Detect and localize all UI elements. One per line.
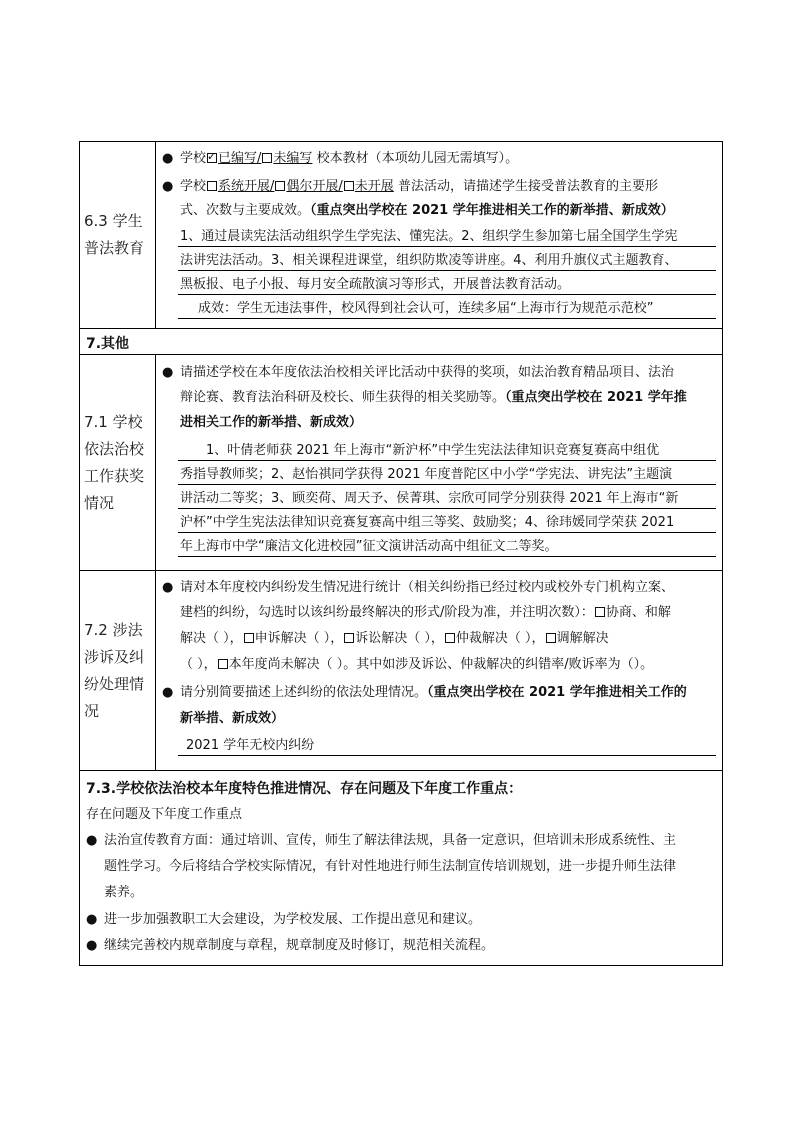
opt-tiaojie-count: （ ），	[180, 657, 217, 672]
item2-line2-normal: 式、次数与主要成效。	[180, 203, 311, 218]
item2-opt1: 系统开展/	[218, 179, 275, 194]
underline	[178, 484, 716, 485]
checkbox-icon[interactable]	[445, 633, 455, 643]
describe-prompt-line-2: 新举措、新成效）	[180, 711, 285, 726]
row-7-1	[79, 354, 723, 570]
checkbox-icon[interactable]	[546, 633, 556, 643]
opt-susong: 诉讼解决（ ），	[355, 631, 444, 646]
checkbox-icon[interactable]	[244, 633, 254, 643]
answer-line: 年上海市中学“廉洁文化进校园”征文演讲活动高中组征文二等奖。	[180, 539, 558, 554]
item2-line1	[180, 179, 658, 195]
row-7-3-bullet-1-line-1: 法治宣传教育方面：通过培训、宣传，师生了解法律法规，具备一定意识，但培训未形成系统性、主	[104, 833, 677, 848]
item1-opt2: 未编写	[273, 151, 313, 166]
section-7-header-row	[79, 328, 723, 354]
answer-line: 秀指导教师奖；2、赵怡祺同学获得 2021 年度普陀区中小学“学宪法、讲宪法”主题演	[180, 467, 673, 482]
row-6-3	[79, 141, 723, 328]
stats-prompt-line-1: 请对本年度校内纠纷发生情况进行统计（相关纠纷指已经过校内或校外专门机构立案、	[180, 580, 675, 595]
row-7-3-bullet-1-line-3: 素养。	[104, 885, 144, 900]
checkbox-icon[interactable]	[344, 633, 354, 643]
answer-line: 法讲宪法活动。3、相关课程进课堂，组织防欺凌等讲座。4、利用升旗仪式主题教育、	[180, 253, 678, 268]
row-7-2	[79, 570, 723, 770]
row-6-3-label: 6.3 学生普法教育	[84, 212, 145, 257]
row-7-1-label: 7.1 学校依法治校工作获奖情况	[84, 412, 145, 512]
checkbox-checked-icon[interactable]	[207, 153, 217, 163]
item1-line	[180, 151, 518, 167]
checkbox-icon[interactable]	[262, 153, 272, 163]
bullet-icon: ●	[86, 938, 98, 953]
underline	[178, 246, 716, 247]
bullet-icon: ●	[162, 365, 174, 380]
describe-prompt-line-1	[180, 685, 687, 701]
section-7-title: 7.其他	[86, 336, 130, 352]
underline	[178, 755, 716, 756]
opt-shensu: 申诉解决（ ），	[254, 631, 344, 646]
answer-line: 黑板报、电子小报、每月安全疏散演习等形式，开展普法教育活动。	[180, 277, 571, 292]
prompt-line-2-normal: 辩论赛、教育法治科研及校长、师生获得的相关奖励等。	[180, 390, 506, 405]
opt-tiaojie: 调解解决	[556, 631, 609, 646]
opt-unresolved: 本年度尚未解决（ ）。其中如涉及诉讼、仲裁解决的纠错率/败诉率为（）。	[228, 657, 654, 672]
prompt-line-2-bold: （重点突出学校在 2021 学年推	[505, 390, 687, 405]
underline	[178, 556, 716, 557]
item2-prefix: 学校	[180, 179, 207, 194]
opt-jiejue: 解决（ ），	[180, 631, 243, 646]
underline	[178, 532, 716, 533]
row-7-3-bullet-2: 进一步加强教职工大会建设，为学校发展、工作提出意见和建议。	[104, 912, 482, 927]
row-7-3	[79, 770, 723, 966]
row-7-1-label-cell	[80, 355, 156, 570]
stats-prompt-line-2-text: 建档的纠纷，勾选时以该纠纷最终解决的形式/阶段为准，并注明次数）：	[180, 605, 594, 620]
item2-suffix: 普法活动，请描述学生接受普法教育的主要形	[397, 179, 658, 194]
checkbox-icon[interactable]	[595, 607, 605, 617]
row-7-3-title: 7.3.学校依法治校本年度特色推进情况、存在问题及下年度工作重点：	[86, 781, 523, 797]
prompt-line-1: 请描述学校在本年度依法治校相关评比活动中获得的奖项，如法治教育精品项目、法治	[180, 365, 675, 380]
underline	[178, 318, 716, 319]
stats-line-3	[180, 631, 609, 647]
underline	[178, 270, 716, 271]
bullet-icon: ●	[162, 685, 174, 700]
row-6-3-content	[156, 142, 722, 328]
bullet-icon: ●	[162, 580, 174, 595]
row-7-3-bullet-1-line-2: 题性学习。今后将结合学校实际情况，有针对性地进行师生法制宣传培训规划，进一步提升师生法律	[104, 859, 677, 874]
bullet-icon: ●	[162, 151, 174, 166]
opt-zhongcai: 仲裁解决（ ），	[455, 631, 545, 646]
row-7-2-label-cell	[80, 571, 156, 770]
describe-prompt-normal: 请分别简要描述上述纠纷的依法处理情况。	[180, 685, 428, 700]
item1-opt1: 已编写/	[218, 151, 262, 166]
answer-line: 1、叶倩老师获 2021 年上海市“新沪杯”中学生宪法法律知识竞赛复赛高中组优	[206, 443, 660, 458]
item2-opt2: 偶尔开展/	[286, 179, 343, 194]
underline	[178, 460, 716, 461]
row-7-1-content	[156, 355, 722, 570]
describe-prompt-bold: （重点突出学校在 2021 学年推进相关工作的	[427, 685, 687, 700]
opt-xieshang: 协商、和解	[605, 605, 671, 620]
answer-line: 沪杯”中学生宪法法律知识竞赛复赛高中组三等奖、鼓励奖；4、徐玮媛同学荣获 2021	[180, 515, 675, 530]
row-7-2-label: 7.2 涉法涉诉及纠纷处理情况	[84, 620, 145, 720]
item1-prefix: 学校	[180, 151, 207, 166]
row-7-3-bullet-3: 继续完善校内规章制度与章程，规章制度及时修订，规范相关流程。	[104, 938, 495, 953]
item2-opt3: 未开展	[354, 179, 394, 194]
prompt-line-2	[180, 390, 687, 406]
bullet-icon: ●	[162, 179, 174, 194]
checkbox-icon[interactable]	[207, 181, 217, 191]
checkbox-icon[interactable]	[275, 181, 285, 191]
checkbox-icon[interactable]	[344, 181, 354, 191]
bullet-icon: ●	[86, 912, 98, 927]
answer-line: 成效：学生无违法事件，校风得到社会认可，连续多届“上海市行为规范示范校”	[198, 301, 654, 316]
item1-suffix: 校本教材（本项幼儿园无需填写）。	[316, 151, 519, 166]
row-7-3-subtitle: 存在问题及下年度工作重点	[86, 807, 243, 822]
item2-line2	[180, 203, 674, 219]
underline	[178, 294, 716, 295]
item2-line2-bold: （重点突出学校在 2021 学年推进相关工作的新举措、新成效）	[310, 203, 674, 218]
stats-line-4	[180, 657, 653, 673]
row-7-2-answer: 2021 学年无校内纠纷	[186, 738, 315, 753]
row-6-3-label-cell	[80, 142, 156, 328]
underline	[178, 508, 716, 509]
prompt-line-3: 进相关工作的新举措、新成效）	[180, 415, 363, 430]
bullet-icon: ●	[86, 833, 98, 848]
checkbox-icon[interactable]	[218, 659, 228, 669]
answer-line: 讲活动二等奖；3、顾奕荷、周天予、侯菁琪、宗欣可同学分别获得 2021 年上海市“新	[180, 491, 679, 506]
answer-line: 1、通过晨读宪法活动组织学生学宪法、懂宪法。2、组织学生参加第七届全国学生学宪	[180, 229, 678, 244]
stats-prompt-line-2	[180, 605, 671, 621]
row-7-2-content	[156, 571, 722, 770]
